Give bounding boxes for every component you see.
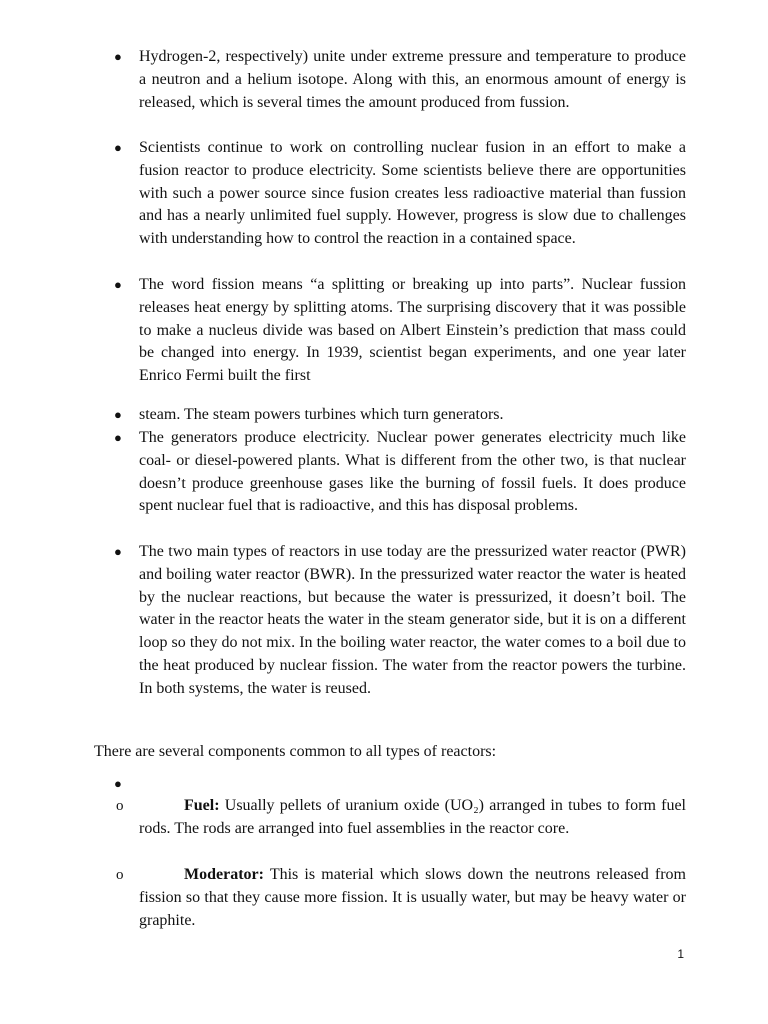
component-label: Fuel: <box>184 797 220 814</box>
bullet-marker: ● <box>114 140 122 155</box>
component-item-fuel <box>116 795 686 841</box>
bullet-text: Hydrogen-2, respectively) unite under extreme pressure and temperature to produce a neutron and a helium isotope. Along with this, an enormous amount of energy is released, which is several times the amount produced from fussion. <box>139 48 686 111</box>
bullet-text: steam. The steam powers turbines which turn generators. <box>139 406 504 423</box>
bullet-marker: ● <box>114 407 122 422</box>
bullet-text: The generators produce electricity. Nuclear power generates electricity much like coal- or diesel-powered plants. What is different from the other two, is that nuclear doesn’t produce greenhouse gases like the burning of fossil fuels. It does produce spent nuclear fuel that is radioactive, and this has disposal problems. <box>139 429 686 515</box>
bullet-marker: ● <box>114 544 122 559</box>
bullet-item <box>114 427 686 518</box>
component-label: Moderator: <box>184 866 264 883</box>
sub-bullet-marker: o <box>116 867 124 883</box>
bullet-marker: ● <box>114 776 122 791</box>
bullet-text: The two main types of reactors in use today are the pressurized water reactor (PWR) and boiling water reactor (BWR). In the pressurized water reactor the water is heated by the nuclear reactions, but because the water is pressurized, it doesn’t boil. The water in the reactor heats the water in the steam generator side, but it is on a different loop so they do not mix. In the boiling water reactor, the water comes to a boil due to the heat produced by nuclear fission. The water from the reactor powers the turbine. In both systems, the water is reused. <box>139 543 686 697</box>
bullet-item <box>114 137 686 251</box>
bullet-marker: ● <box>114 430 122 445</box>
bullet-item <box>114 404 686 427</box>
component-item-moderator <box>116 864 686 932</box>
bullet-item <box>114 541 686 701</box>
bullet-marker: ● <box>114 277 122 292</box>
component-text: This is material which slows down the neutrons released from fission so that they cause more fission. It is usually water, but may be heavy water or graphite. <box>139 866 686 929</box>
page-number: 1 <box>677 947 684 961</box>
bullet-item <box>114 274 686 388</box>
bullet-marker: ● <box>114 49 122 64</box>
bullet-text: Scientists continue to work on controlling nuclear fusion in an effort to make a fusion reactor to produce electricity. Some scientists believe there are opportunities with such a power source since fusion creates less radioactive material than fussion and has a nearly unlimited fuel supply. However, progress is slow due to challenges with understanding how to control the reaction in a contained space. <box>139 139 686 248</box>
bullet-text: The word fission means “a splitting or breaking up into parts”. Nuclear fussion releases heat energy by splitting atoms. The surprising discovery that it was possible to make a nucleus divide was based on Albert Einstein’s prediction that mass could be changed into energy. In 1939, scientist began experiments, and one year later Enrico Fermi built the first <box>139 276 686 385</box>
component-text: Usually pellets of uranium oxide (UO₂) arranged in tubes to form fuel rods. The rods are arranged into fuel assemblies in the reactor core. <box>139 797 686 837</box>
components-intro: There are several components common to all types of reactors: <box>94 743 497 760</box>
bullet-item <box>114 46 686 114</box>
sub-bullet-marker: o <box>116 798 124 814</box>
